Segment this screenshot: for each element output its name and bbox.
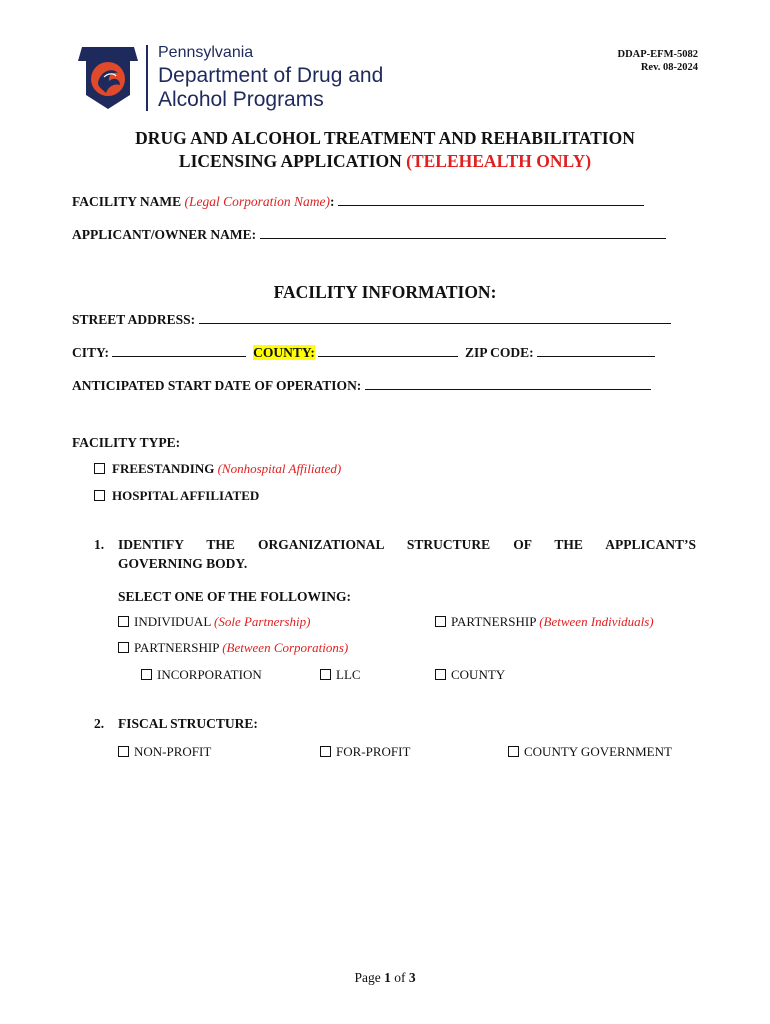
q1-select-label: SELECT ONE OF THE FOLLOWING:: [118, 589, 352, 604]
county-checkbox[interactable]: [435, 669, 446, 680]
individual-hint: (Sole Partnership): [214, 614, 311, 629]
partnership-ind-checkbox[interactable]: [435, 616, 446, 627]
facility-name-hint: (Legal Corporation Name): [184, 194, 331, 209]
llc-label: LLC: [336, 667, 361, 682]
form-revision: Rev. 08-2024: [640, 62, 698, 73]
q1-number: 1.: [94, 537, 105, 552]
start-date-row: [72, 377, 651, 394]
forprofit-option: [320, 744, 410, 760]
facility-type-label: FACILITY TYPE:: [72, 435, 181, 450]
page-total: 3: [408, 970, 416, 985]
county-gov-checkbox[interactable]: [508, 746, 519, 757]
title-licensing: LICENSING APPLICATION: [178, 151, 402, 171]
partnership-ind-hint: (Between Individuals): [539, 614, 654, 629]
brand-programs: Alcohol Programs: [158, 88, 324, 111]
forprofit-checkbox[interactable]: [320, 746, 331, 757]
llc-option: [320, 667, 361, 683]
applicant-row: [72, 226, 666, 243]
zip-field[interactable]: [537, 344, 655, 357]
hospital-checkbox[interactable]: [94, 490, 105, 501]
pa-keystone-logo: [78, 47, 138, 109]
q2-number: 2.: [94, 716, 105, 731]
start-date-field[interactable]: [365, 377, 651, 390]
q1-text-line2: GOVERNING BODY.: [118, 556, 248, 571]
facility-info-heading: FACILITY INFORMATION:: [273, 282, 497, 302]
nonprofit-checkbox[interactable]: [118, 746, 129, 757]
hospital-option: [94, 488, 259, 504]
partnership-corp-hint: (Between Corporations): [222, 640, 349, 655]
city-county-zip-row: [72, 344, 655, 361]
document-title-line2: [0, 150, 770, 173]
applicant-field[interactable]: [260, 226, 666, 239]
brand-state: Pennsylvania: [158, 44, 254, 61]
page-number: [0, 970, 770, 986]
page-current: 1: [384, 970, 391, 985]
city-field[interactable]: [112, 344, 246, 357]
individual-label: INDIVIDUAL: [134, 614, 211, 629]
county-option: [435, 667, 505, 683]
county-option-label: COUNTY: [451, 667, 506, 682]
document-title-line1: DRUG AND ALCOHOL TREATMENT AND REHABILITATION: [135, 128, 635, 148]
street-field[interactable]: [199, 311, 671, 324]
q1-text-line1: IDENTIFY THE ORGANIZATIONAL STRUCTURE OF THE APPLICANT’S: [118, 537, 696, 552]
llc-checkbox[interactable]: [320, 669, 331, 680]
page-prefix: Page: [354, 970, 381, 985]
facility-name-field[interactable]: [338, 193, 644, 206]
facility-name-row: FACILITY NAME (Legal Corporation Name):: [72, 193, 644, 210]
county-gov-option: [508, 744, 672, 760]
county-label: COUNTY:: [253, 345, 315, 360]
county-field[interactable]: [318, 344, 458, 357]
partnership-ind-label: PARTNERSHIP: [451, 614, 536, 629]
form-id-block: [618, 48, 698, 74]
freestanding-option: [94, 461, 341, 477]
partnership-ind-option: [435, 614, 654, 630]
zip-label: ZIP CODE:: [465, 345, 534, 360]
nonprofit-option: [118, 744, 211, 760]
applicant-label: APPLICANT/OWNER NAME:: [72, 227, 257, 242]
partnership-corp-checkbox[interactable]: [118, 642, 129, 653]
facility-name-label: FACILITY NAME: [72, 194, 182, 209]
county-gov-label: COUNTY GOVERNMENT: [524, 744, 672, 759]
brand-department: Department of Drug and: [158, 64, 384, 87]
freestanding-hint: (Nonhospital Affiliated): [217, 461, 342, 476]
incorporation-label: INCORPORATION: [157, 667, 262, 682]
logo-divider: [146, 45, 148, 111]
nonprofit-label: NON-PROFIT: [134, 744, 212, 759]
incorporation-checkbox[interactable]: [141, 669, 152, 680]
individual-checkbox[interactable]: [118, 616, 129, 627]
incorporation-option: [141, 667, 262, 683]
forprofit-label: FOR-PROFIT: [336, 744, 411, 759]
individual-option: [118, 614, 310, 630]
partnership-corp-option: [118, 640, 348, 656]
hospital-label: HOSPITAL AFFILIATED: [112, 488, 260, 503]
form-id: DDAP-EFM-5082: [617, 49, 698, 60]
freestanding-checkbox[interactable]: [94, 463, 105, 474]
city-label: CITY:: [72, 345, 110, 360]
partnership-corp-label: PARTNERSHIP: [134, 640, 219, 655]
street-label: STREET ADDRESS:: [72, 312, 196, 327]
page-of: of: [394, 970, 406, 985]
q2-label: FISCAL STRUCTURE:: [118, 716, 258, 731]
title-telehealth: (TELEHEALTH ONLY): [406, 151, 592, 171]
freestanding-label: FREESTANDING: [112, 461, 215, 476]
street-row: [72, 311, 671, 328]
start-date-label: ANTICIPATED START DATE OF OPERATION:: [72, 378, 362, 393]
